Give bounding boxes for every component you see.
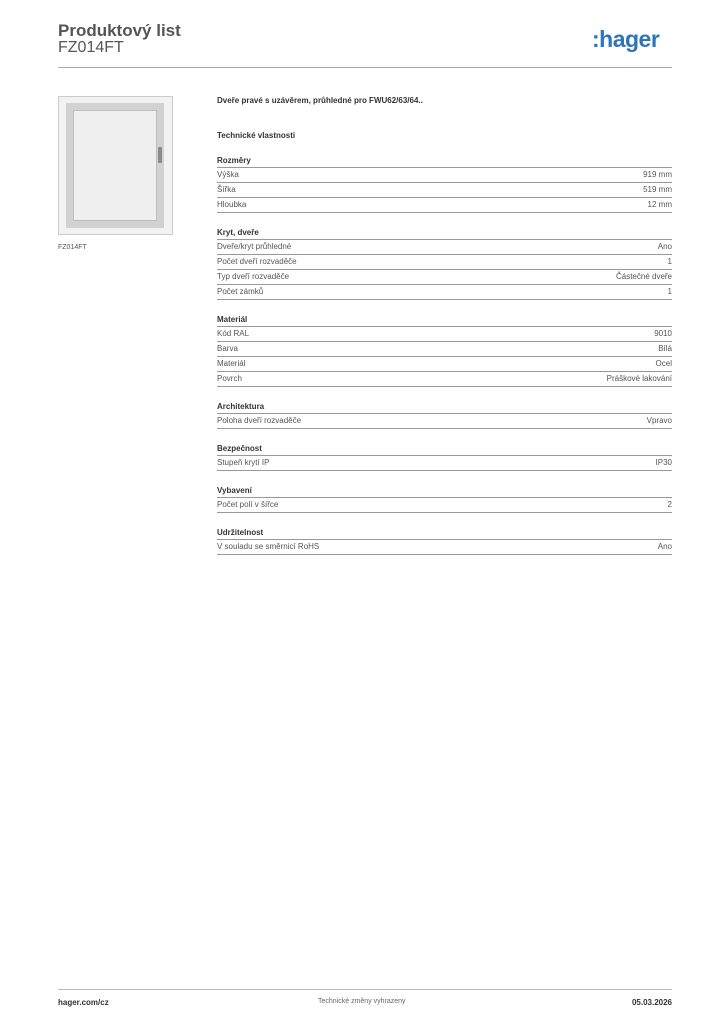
spec-label: Šířka xyxy=(217,185,236,194)
spec-label: Dveře/kryt průhledné xyxy=(217,242,292,251)
spec-sections xyxy=(217,156,672,555)
spec-section xyxy=(217,528,672,555)
spec-section-title: Kryt, dveře xyxy=(217,228,672,240)
spec-row xyxy=(217,372,672,387)
product-code: FZ014FT xyxy=(58,39,124,56)
spec-value: Vpravo xyxy=(646,416,672,425)
spec-section xyxy=(217,156,672,213)
spec-label: Poloha dveří rozvaděče xyxy=(217,416,302,425)
footer-divider xyxy=(58,989,672,990)
spec-label: Povrch xyxy=(217,374,242,383)
spec-row xyxy=(217,255,672,270)
spec-row xyxy=(217,285,672,300)
spec-row xyxy=(217,456,672,471)
spec-section-title: Materiál xyxy=(217,315,672,327)
door-latch xyxy=(158,147,162,163)
spec-value: Práškové lakování xyxy=(606,374,672,383)
spec-value: 9010 xyxy=(654,329,672,338)
spec-label: Barva xyxy=(217,344,238,353)
spec-label: Počet polí v šířce xyxy=(217,500,279,509)
spec-section-title: Udržitelnost xyxy=(217,528,672,540)
footer-notice: Technické změny vyhrazeny xyxy=(318,998,406,1005)
product-description: Dveře pravé s uzávěrem, průhledné pro FWU62/63/64.. xyxy=(217,96,423,105)
spec-value: 919 mm xyxy=(643,170,672,179)
spec-value: IP30 xyxy=(655,458,672,467)
spec-label: Počet zámků xyxy=(217,287,264,296)
spec-label: Výška xyxy=(217,170,239,179)
spec-section-title: Rozměry xyxy=(217,156,672,168)
header-divider xyxy=(58,67,672,68)
spec-section xyxy=(217,315,672,387)
spec-section-title: Architektura xyxy=(217,402,672,414)
spec-section-title: Bezpečnost xyxy=(217,444,672,456)
spec-row xyxy=(217,240,672,255)
spec-label: Počet dveří rozvaděče xyxy=(217,257,297,266)
spec-value: Částečné dveře xyxy=(615,272,672,281)
spec-value: 2 xyxy=(667,500,672,509)
product-image-caption: FZ014FT xyxy=(58,244,87,251)
spec-row xyxy=(217,327,672,342)
spec-value: Bílá xyxy=(658,344,672,353)
spec-row xyxy=(217,183,672,198)
spec-label: Hloubka xyxy=(217,200,247,209)
spec-value: Ano xyxy=(657,242,672,251)
spec-row xyxy=(217,168,672,183)
spec-row xyxy=(217,498,672,513)
spec-section xyxy=(217,228,672,300)
page-title: Produktový list xyxy=(58,21,181,40)
spec-label: Stupeň krytí IP xyxy=(217,458,270,467)
spec-row xyxy=(217,342,672,357)
spec-row xyxy=(217,540,672,555)
spec-section xyxy=(217,444,672,471)
spec-value: Ano xyxy=(657,542,672,551)
spec-row xyxy=(217,414,672,429)
spec-value: 519 mm xyxy=(643,185,672,194)
footer-date: 05.03.2026 xyxy=(631,998,672,1007)
spec-section xyxy=(217,402,672,429)
product-specs xyxy=(217,96,672,555)
door-frame xyxy=(66,103,164,228)
door-glass xyxy=(73,110,157,221)
spec-section xyxy=(217,486,672,513)
footer-website: hager.com/cz xyxy=(58,998,109,1007)
hager-logo: :hager xyxy=(592,26,660,52)
spec-label: V souladu se směrnicí RoHS xyxy=(217,542,320,551)
spec-row xyxy=(217,270,672,285)
spec-row xyxy=(217,357,672,372)
spec-label: Kód RAL xyxy=(217,329,250,338)
spec-value: 1 xyxy=(667,257,672,266)
spec-label: Typ dveří rozvaděče xyxy=(217,272,290,281)
spec-section-title: Vybavení xyxy=(217,486,672,498)
spec-label: Materiál xyxy=(217,359,246,368)
spec-value: 12 mm xyxy=(647,200,672,209)
spec-row xyxy=(217,198,672,213)
technical-properties-title: Technické vlastnosti xyxy=(217,131,296,140)
spec-value: 1 xyxy=(667,287,672,296)
product-image xyxy=(58,96,173,235)
spec-value: Ocel xyxy=(655,359,672,368)
